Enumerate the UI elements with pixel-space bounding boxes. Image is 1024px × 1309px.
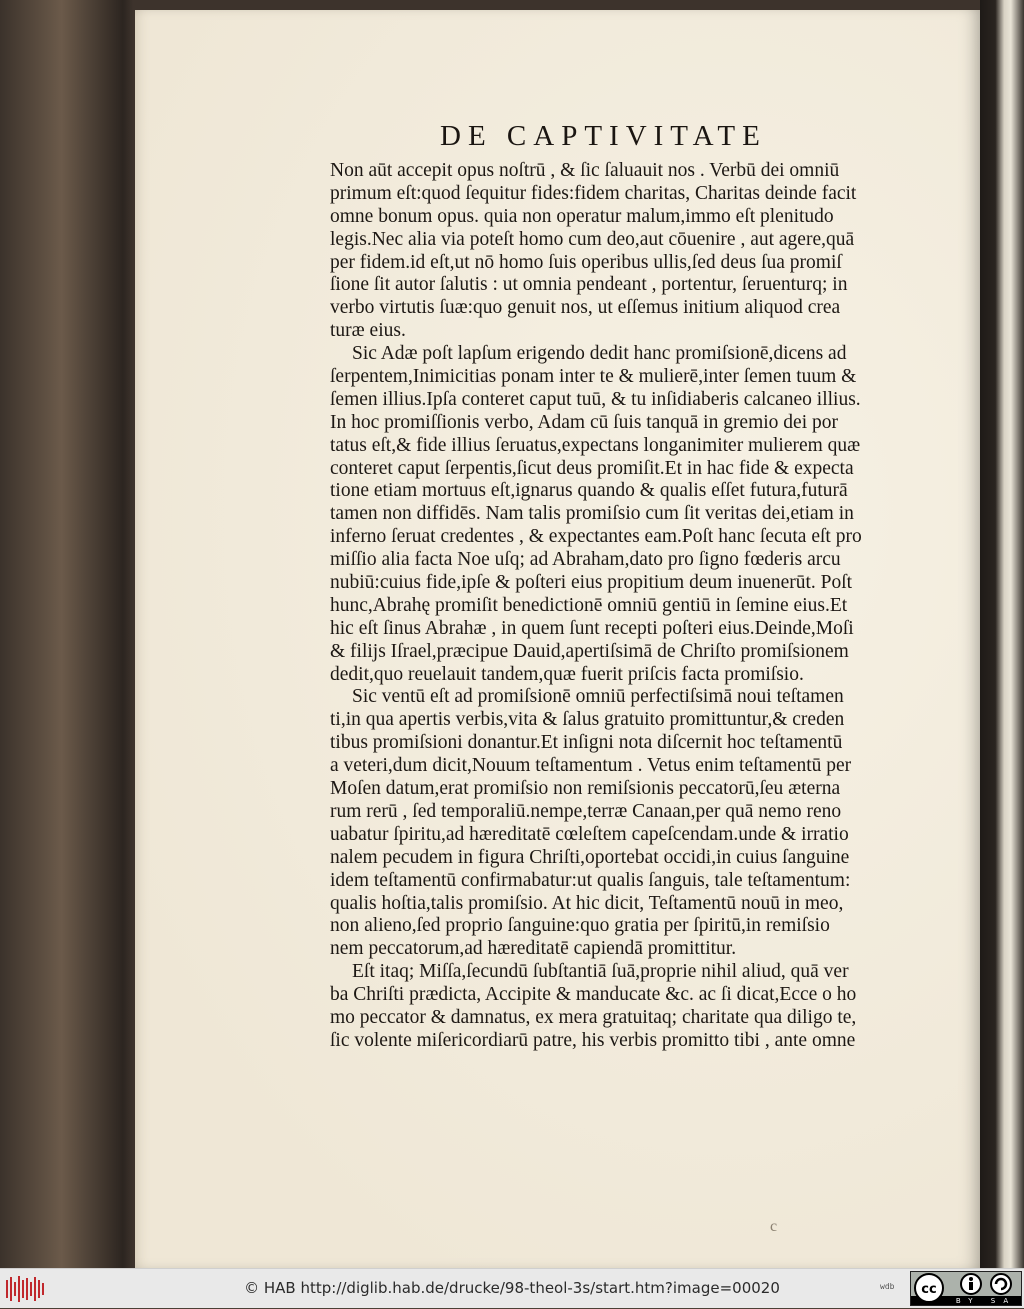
text-line: mo peccator & damnatus, ex mera gratuitaq; charitate qua diligo te, xyxy=(330,1006,857,1028)
text-line: ſione ſit autor ſalutis : ut omnia pendeant , portentur, ſeruenturq; in xyxy=(330,274,848,296)
text-line: ſerpentem,Inimicitias ponam inter te & mulierē,inter ſemen tuum & xyxy=(330,366,857,388)
text-line: legis.Nec alia via poteſt homo cum deo,aut cōuenire , aut agere,quā xyxy=(330,228,855,250)
text-line: omne bonum opus. quia non operatur malum,immo eſt plenitudo xyxy=(330,205,834,227)
text-line: tione etiam mortuus eſt,ignarus quando & qualis eſſet futura,futurā xyxy=(330,480,848,502)
signature-mark: c xyxy=(770,1218,778,1235)
text-line: primum eſt:quod ſequitur fides:fidem charitas, Charitas deinde facit xyxy=(330,182,857,204)
text-line: ba Chriſti prædicta, Accipite & manducate &c. ac ſi dicat,Ecce o ho xyxy=(330,984,857,1006)
text-line: Non aūt accepit opus noſtrū , & ſic ſaluauit nos . Verbū dei omniū xyxy=(330,160,840,181)
text-line: non alieno,ſed proprio ſanguine:quo gratia per ſpiritū,in remiſsio xyxy=(330,915,830,937)
running-head: DE CAPTIVITATE xyxy=(440,120,767,152)
svg-text:cc: cc xyxy=(921,1282,937,1297)
text-line: hunc,Abrahę promiſit benedictionē omniū gentiū in ſemine eius.Et xyxy=(330,594,848,616)
cc-icon xyxy=(911,1272,1021,1305)
wdb-mark: wdb xyxy=(880,1282,895,1291)
text-line: verbo virtutis ſuæ:quo genuit nos, ut eſſemus initium aliquod crea xyxy=(330,297,841,319)
text-line: ſic volente miſericordiarū patre, his verbis promitto tibi , ante omne xyxy=(330,1029,856,1051)
text-line: conteret caput ſerpentis,ſicut deus promiſit.Et in hac fide & expecta xyxy=(330,457,854,479)
text-line: rum rerū , ſed temporaliū.nempe,terræ Canaan,per quā nemo reno xyxy=(330,800,842,822)
text-line: a veteri,dum dicit,Nouum teſtamentum . Vetus enim teſtamentū per xyxy=(330,755,852,777)
copyright-link[interactable]: © HAB http://diglib.hab.de/drucke/98-theol-3s/start.htm?image=00020 xyxy=(244,1279,780,1297)
text-line: ti,in qua apertis verbis,vita & ſalus gratuito promittuntur,& creden xyxy=(330,709,845,731)
text-line: tamen non diffidēs. Nam talis promiſsio cum ſit veritas dei,etiam in xyxy=(330,503,854,525)
text-line: Sic ventū eſt ad promiſsionē omniū perfectiſsimā noui teſtamen xyxy=(352,686,844,708)
viewer-footer xyxy=(0,1268,1024,1308)
text-line: tibus promiſsioni donantur.Et inſigni nota diſcernit hoc teſtamentū xyxy=(330,732,843,754)
text-line: Sic Adæ poſt lapſum erigendo dedit hanc promiſsionē,dicens ad xyxy=(352,343,847,365)
text-line: & filijs Iſrael,præcipue Dauid,apertiſsimā de Chriſto promiſsionem xyxy=(330,640,849,662)
text-line: qualis hoſtia,talis promiſsio. At hic dicit, Teſtamentū nouū in meo, xyxy=(330,892,844,914)
text-line: nalem pecudem in figura Chriſti,oportebat occidi,in cuius ſanguine xyxy=(330,846,850,868)
text-line: idem teſtamentū confirmabatur:ut qualis ſanguis, tale teſtamentum: xyxy=(330,869,851,891)
text-line: dedit,quo reuelauit tandem,quæ fuerit priſcis facta promiſsio. xyxy=(330,663,804,685)
page-edge xyxy=(980,0,1024,1268)
text-line: per fidem.id eſt,ut nō homo ſuis operibus ullis,ſed deus ſua promiſ xyxy=(330,251,842,273)
text-line: In hoc promiſſionis verbo, Adam cū ſuis tanquā in gremio dei por xyxy=(330,411,838,433)
text-line: inferno ſeruat credentes , & expectantes eam.Poſt hanc ſecuta eſt pro xyxy=(330,526,862,548)
text-line: ſemen illius.Ipſa conteret caput tuū, & tu inſidiaberis calcaneo illius. xyxy=(330,388,861,410)
text-line: hic eſt ſinus Abrahæ , in quem ſunt recepti poſteri eius.Deinde,Moſi xyxy=(330,617,854,639)
text-line: uabatur ſpiritu,ad hæreditatē cœleſtem capeſcendam.unde & irratio xyxy=(330,823,849,845)
text-line: tatus eſt,& fide illius ſeruatus,expectans longanimiter mulierem quæ xyxy=(330,434,861,456)
text-line: turæ eius. xyxy=(330,320,406,342)
text-line: Eſt itaq; Miſſa,ſecundū ſubſtantiā ſuā,proprie nihil aliud, quā ver xyxy=(352,961,849,983)
text-line: nem peccatorum,ad hæreditatē capiendā promittitur. xyxy=(330,938,737,960)
text-line: miſſio alia facta Noe uſq; ad Abraham,dato pro ſigno fœderis arcu xyxy=(330,549,841,571)
body-text xyxy=(330,160,930,1053)
text-line: Moſen datum,erat promiſsio non remiſsionis peccatorū,ſeu æterna xyxy=(330,778,841,800)
cc-label: BY SA xyxy=(955,1297,1017,1305)
cc-license-badge[interactable] xyxy=(910,1271,1022,1306)
text-line: nubiū:cuius fide,ipſe & poſteri eius propitium deum inuenerūt. Poſt xyxy=(330,572,853,594)
